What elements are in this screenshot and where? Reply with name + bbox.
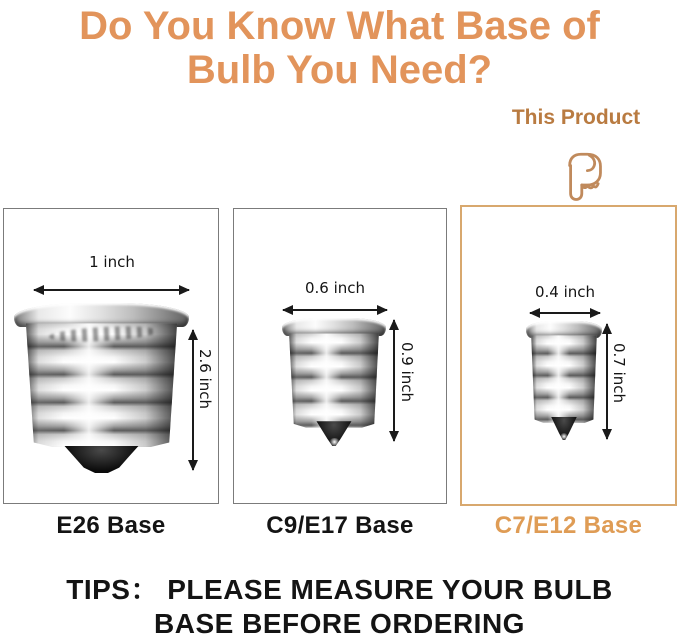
height-measurement-label: 0.7 inch <box>610 343 628 404</box>
title-line-1: Do You Know What Base of <box>79 4 600 48</box>
height-arrow <box>393 320 395 441</box>
height-arrow <box>606 324 608 439</box>
height-measurement-label: 0.9 inch <box>398 342 416 403</box>
height-measurement-label: 2.6 inch <box>196 349 214 410</box>
bulb-rim <box>282 318 386 336</box>
bulb-rim <box>526 321 602 338</box>
tips-note <box>0 573 679 641</box>
bulb-base-photo-c7-e12 <box>526 321 602 441</box>
base-name-e26: E26 Base <box>56 512 166 539</box>
width-arrow <box>283 309 387 311</box>
bulb-contact-tip <box>313 421 355 447</box>
this-product-label: This Product <box>511 106 641 129</box>
width-measurement-label: 1 inch <box>89 253 135 271</box>
base-panel-c7-e12-highlighted <box>460 205 677 506</box>
tips-line-1: TIPS： PLEASE MEASURE YOUR BULB <box>66 574 613 605</box>
hand-pointing-down-icon <box>551 142 607 202</box>
bulb-threads <box>530 335 598 423</box>
bulb-threads <box>23 323 181 447</box>
width-measurement-label: 0.6 inch <box>304 279 366 297</box>
bulb-contact-tip <box>549 417 579 441</box>
width-arrow <box>34 289 189 291</box>
width-measurement-label: 0.4 inch <box>534 283 596 301</box>
bulb-rim <box>14 303 189 327</box>
width-arrow <box>530 312 600 314</box>
base-panel-e26 <box>3 208 219 504</box>
height-arrow <box>192 330 194 470</box>
title-line-2: Bulb You Need? <box>186 48 493 92</box>
bulb-base-photo-e26 <box>14 303 189 473</box>
base-name-c7-e12: C7/E12 Base <box>494 512 643 539</box>
bulb-threads <box>287 333 381 427</box>
tips-line-2: BASE BEFORE ORDERING <box>154 608 525 639</box>
bulb-contact-tip <box>61 446 142 473</box>
bulb-base-photo-c9-e17 <box>282 318 386 447</box>
base-name-c9-e17: C9/E17 Base <box>266 512 414 539</box>
page-title <box>0 4 679 92</box>
base-panel-c9-e17 <box>233 208 447 504</box>
